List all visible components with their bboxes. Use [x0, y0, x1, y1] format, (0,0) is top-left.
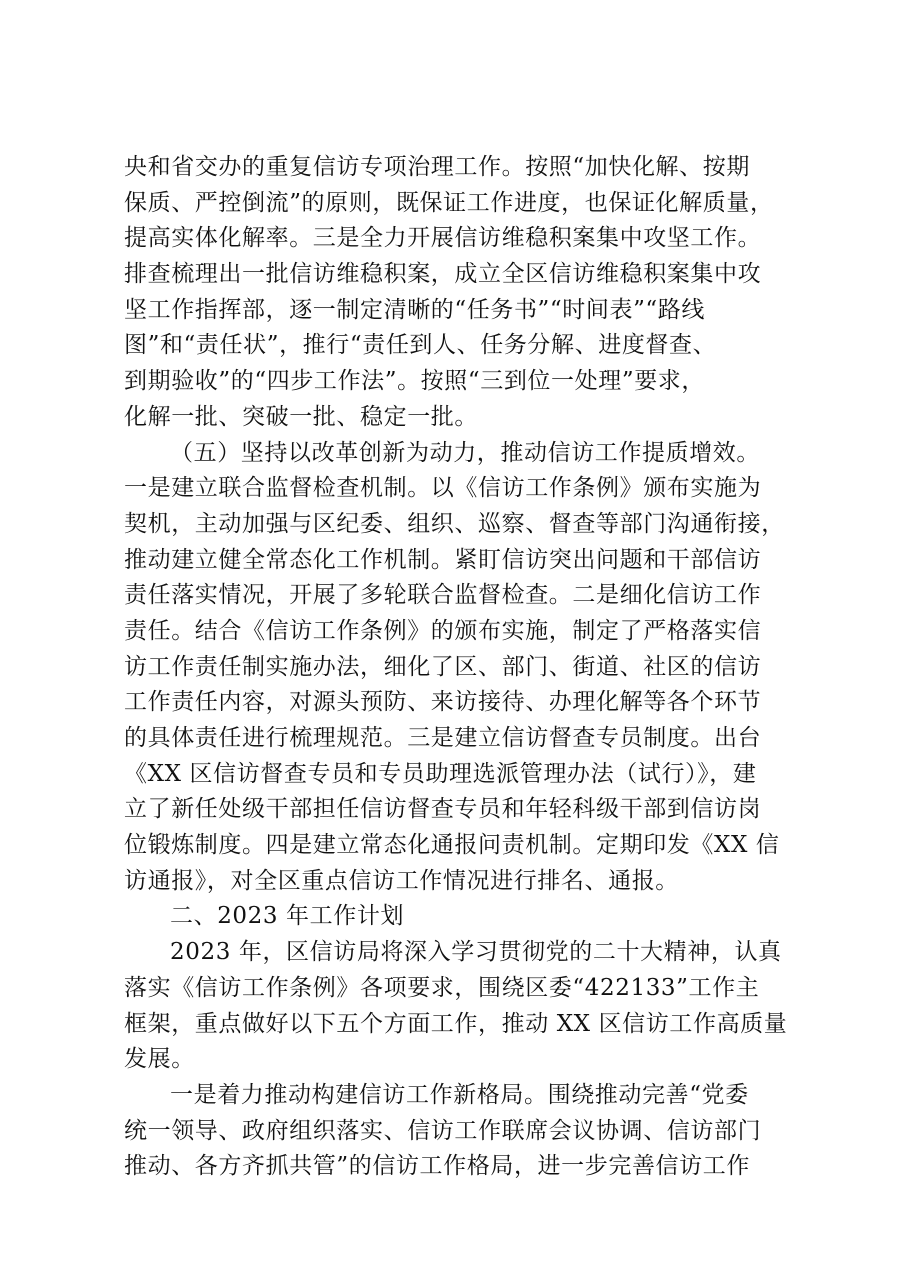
text-line: 提高实体化解率。三是全力开展信访维稳积案集中攻坚工作。 — [124, 225, 762, 252]
section-heading-line: 二、2023 年工作计划 — [170, 903, 405, 930]
text-line: 一是着力推动构建信访工作新格局。围绕推动完善“党委 — [170, 1081, 749, 1108]
text-line: 保质、严控倒流”的原则，既保证工作进度，也保证化解质量， — [124, 189, 774, 216]
section-heading-line: （五）坚持以改革创新为动力，推动信访工作提质增效。 — [170, 439, 760, 466]
text-line: 位锻炼制度。四是建立常态化通报问责机制。定期印发《XX 信 — [124, 832, 780, 859]
text-line: 化解一批、突破一批、稳定一批。 — [124, 403, 478, 430]
text-line: 推动、各方齐抓共管”的信访工作格局，进一步完善信访工作 — [124, 1153, 750, 1180]
text-line: 央和省交办的重复信访专项治理工作。按照“加快化解、按期 — [124, 154, 750, 180]
text-line: 坚工作指挥部，逐一制定清晰的“任务书”“时间表”“路线 — [124, 296, 705, 323]
text-line: 框架，重点做好以下五个方面工作，推动 XX 区信访工作高质量 — [124, 1010, 788, 1037]
text-line: 到期验收”的“四步工作法”。按照“三到位一处理”要求， — [124, 368, 705, 395]
text-line: 发展。 — [124, 1046, 195, 1073]
text-line: 落实《信访工作条例》各项要求，围绕区委“422133”工作主 — [124, 974, 760, 1001]
text-line: 责任。结合《信访工作条例》的颁布实施，制定了严格落实信 — [124, 617, 762, 644]
text-line: 排查梳理出一批信访维稳积案，成立全区信访维稳积案集中攻 — [124, 261, 762, 288]
text-line: 契机，主动加强与区纪委、组织、巡察、督查等部门沟通衔接， — [124, 510, 785, 537]
text-line: 图”和“责任状”，推行“责任到人、任务分解、进度督查、 — [124, 332, 717, 359]
text-line: 一是建立联合监督检查机制。以《信访工作条例》颁布实施为 — [124, 475, 762, 502]
text-line: 访工作责任制实施办法，细化了区、部门、街道、社区的信访 — [124, 653, 762, 680]
text-line: 2023 年，区信访局将深入学习贯彻党的二十大精神，认真 — [170, 939, 782, 966]
text-line: 访通报》，对全区重点信访工作情况进行排名、通报。 — [124, 867, 679, 894]
text-line: 立了新任处级干部担任信访督查专员和年轻科级干部到信访岗 — [124, 796, 762, 823]
text-line: 责任落实情况，开展了多轮联合监督检查。二是细化信访工作 — [124, 582, 762, 609]
text-line: 《XX 区信访督查专员和专员助理选派管理办法（试行）》，建 — [124, 760, 757, 787]
text-line: 统一领导、政府组织落实、信访工作联席会议协调、信访部门 — [124, 1117, 762, 1144]
text-line: 推动建立健全常态化工作机制。紧盯信访突出问题和干部信访 — [124, 546, 762, 573]
text-line: 的具体责任进行梳理规范。三是建立信访督查专员制度。出台 — [124, 725, 762, 751]
text-line: 工作责任内容，对源头预防、来访接待、办理化解等各个环节 — [124, 689, 762, 716]
document-body — [124, 150, 804, 1185]
